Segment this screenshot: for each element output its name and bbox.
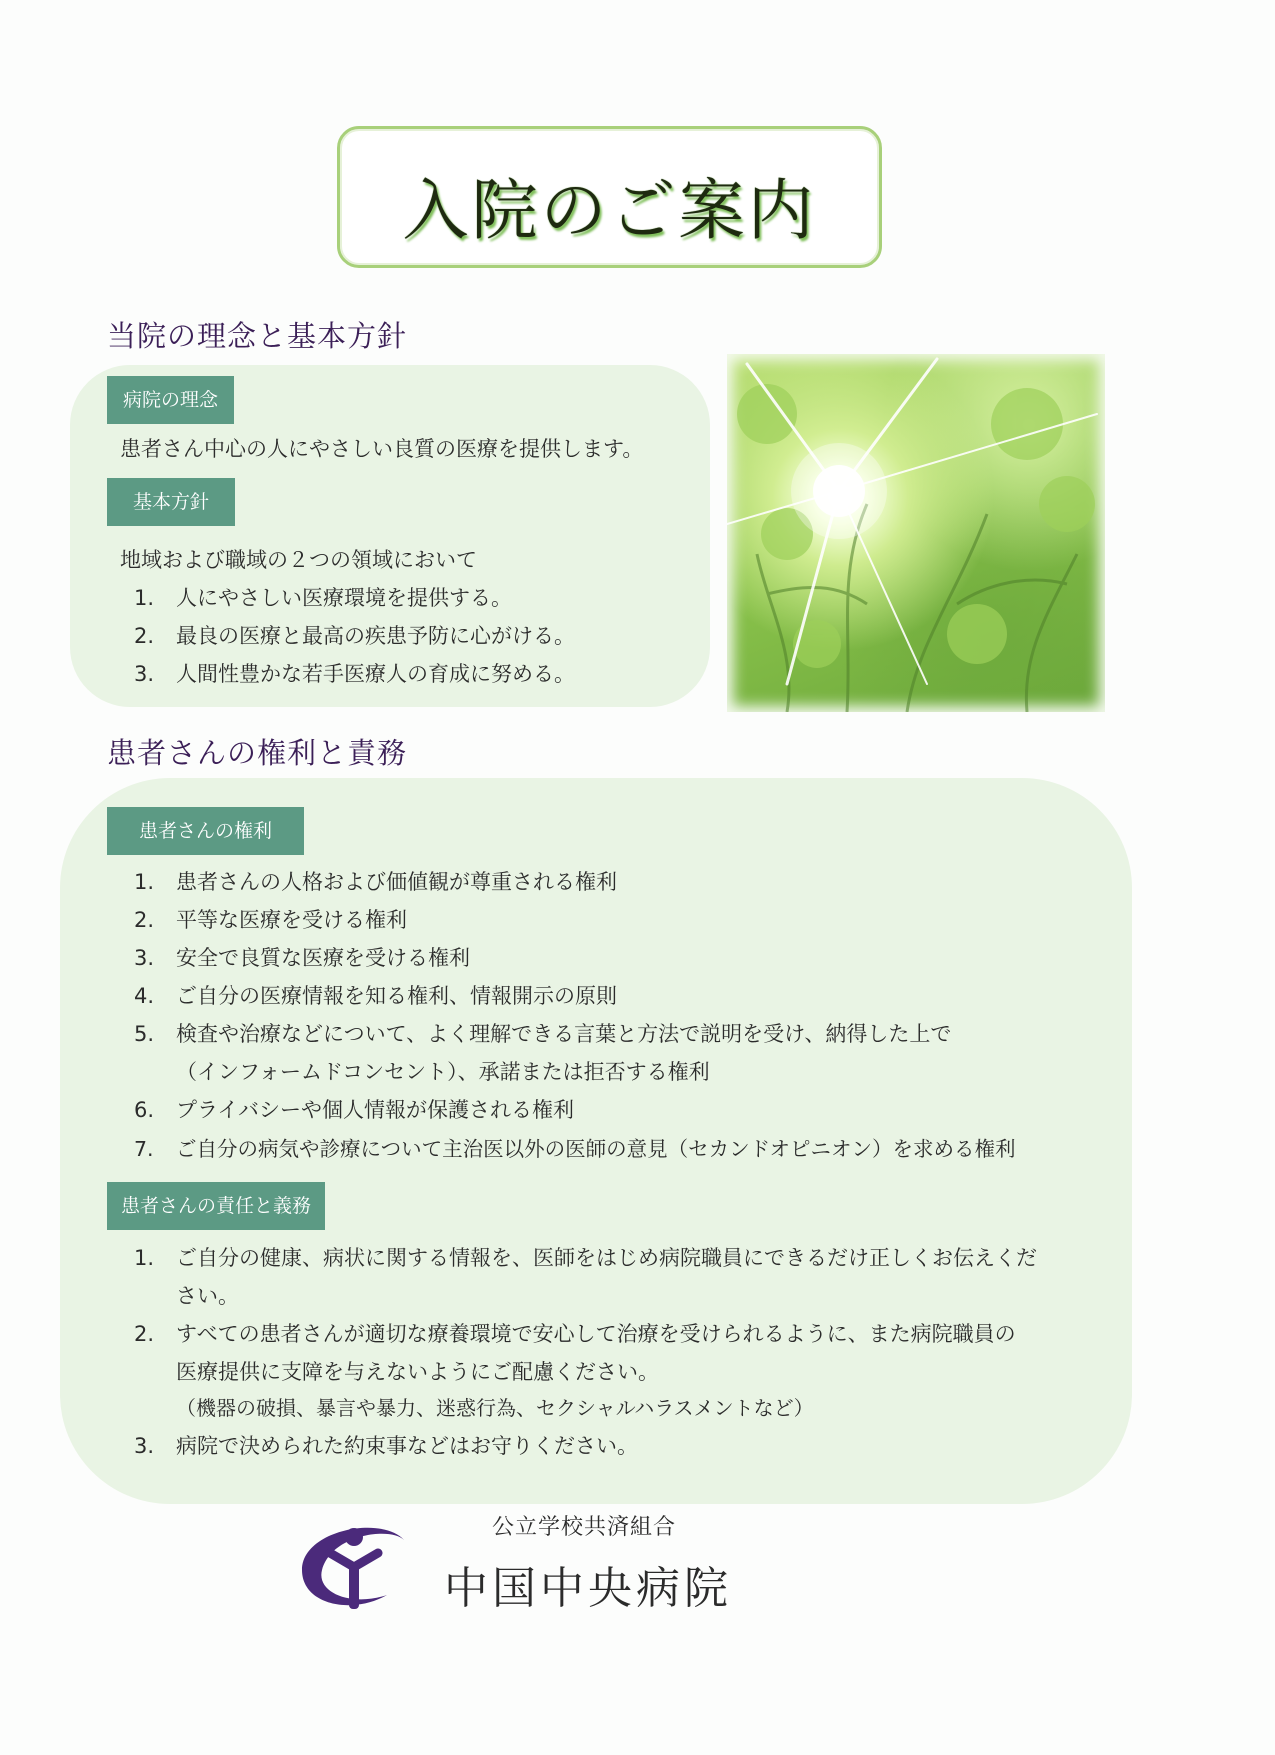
rights-item: 7. ご自分の病気や診療について主治医以外の医師の意見（セカンドオピニオン）を求める権利 (134, 1137, 1016, 1161)
philosophy-text: 患者さん中心の人にやさしい良質の医療を提供します。 (120, 437, 644, 461)
sunburst-graphic (727, 354, 1105, 712)
duties-label: 患者さんの責任と義務 (107, 1182, 325, 1230)
rights-item: 3. 安全で良質な医療を受ける権利 (134, 946, 470, 970)
hospital-name: 中国中央病院 (444, 1563, 732, 1614)
duties-item: 1. ご自分の健康、病状に関する情報を、医師をはじめ病院職員にできるだけ正しくお伝えくだ (134, 1246, 1037, 1270)
rights-item: 4. ご自分の医療情報を知る権利、情報開示の原則 (134, 984, 617, 1008)
hospital-logo-icon (292, 1515, 412, 1615)
page-title: 入院のご案内 (402, 172, 817, 249)
policy-label: 基本方針 (107, 478, 235, 526)
rights-item: 6. プライバシーや個人情報が保護される権利 (134, 1098, 574, 1122)
policy-item: 1. 人にやさしい医療環境を提供する。 (134, 586, 512, 610)
title-box (337, 126, 882, 268)
philosophy-label: 病院の理念 (107, 376, 234, 424)
forest-sunlight-photo (727, 354, 1105, 712)
rights-label: 患者さんの権利 (107, 807, 304, 855)
rights-item: （インフォームドコンセント）、承諾または拒否する権利 (176, 1060, 710, 1084)
duties-item: 医療提供に支障を与えないようにご配慮ください。 (176, 1360, 659, 1384)
policy-item: 3. 人間性豊かな若手医療人の育成に努める。 (134, 662, 575, 686)
duties-item: 3. 病院で決められた約束事などはお守りください。 (134, 1434, 638, 1458)
rights-item: 1. 患者さんの人格および価値観が尊重される権利 (134, 870, 617, 894)
duties-item: さい。 (176, 1284, 239, 1308)
section-heading-rights: 患者さんの権利と責務 (107, 736, 408, 770)
policy-item: 2. 最良の医療と最高の疾患予防に心がける。 (134, 624, 575, 648)
duties-item: 2. すべての患者さんが適切な療養環境で安心して治療を受けられるように、また病院職員の (134, 1322, 1016, 1346)
duties-item: （機器の破損、暴言や暴力、迷惑行為、セクシャルハラスメントなど） (176, 1396, 814, 1420)
section-heading-philosophy: 当院の理念と基本方針 (107, 319, 408, 353)
rights-item: 2. 平等な医療を受ける権利 (134, 908, 407, 932)
rights-item: 5. 検査や治療などについて、よく理解できる言葉と方法で説明を受け、納得した上で (134, 1022, 952, 1046)
organization-name: 公立学校共済組合 (492, 1515, 677, 1540)
policy-intro: 地域および職域の２つの領域において (120, 548, 477, 572)
